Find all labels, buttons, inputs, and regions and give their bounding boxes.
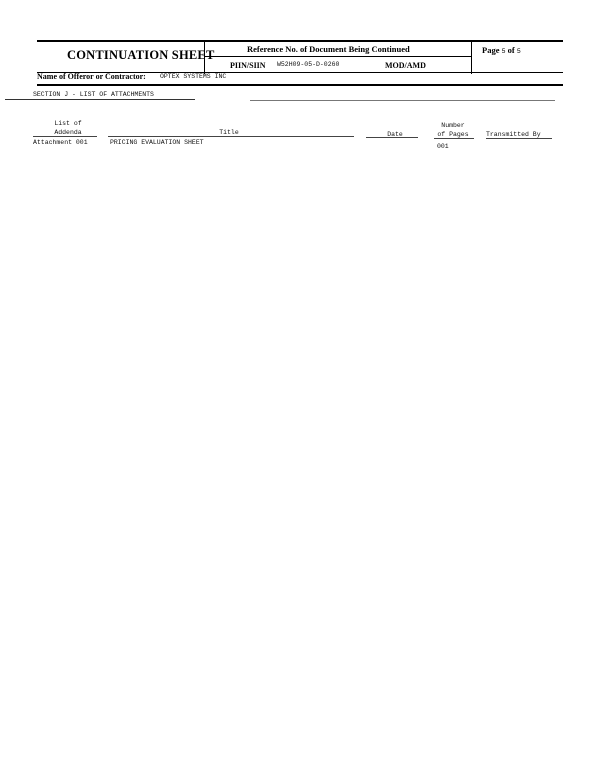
page-indicator <box>482 45 521 55</box>
header-addenda: Addenda <box>54 129 82 136</box>
row-addenda: Attachment 001 <box>33 139 88 146</box>
column-header-transmitted: Transmitted By <box>486 131 541 138</box>
page-label: Page <box>482 45 500 55</box>
offeror-label: Name of Offeror or Contractor: <box>37 72 146 81</box>
column-header-date: Date <box>387 131 403 138</box>
column-header-title: Title <box>219 129 239 136</box>
offeror-name: OPTEX SYSTEMS INC <box>160 73 227 80</box>
header-divider <box>471 42 472 74</box>
of-label: of <box>507 45 515 55</box>
modamd-label: MOD/AMD <box>385 61 426 70</box>
addenda-underline <box>33 136 97 137</box>
header-list-of: List of <box>54 120 82 127</box>
sheet-title: CONTINUATION SHEET <box>67 48 215 62</box>
section-title: SECTION J - LIST OF ATTACHMENTS <box>33 91 154 98</box>
piin-label: PIIN/SIIN <box>230 61 266 70</box>
section-rule-left <box>5 99 195 100</box>
pages-underline <box>434 138 474 139</box>
row-pages: 001 <box>437 143 449 150</box>
offeror-bottom-rule <box>37 84 563 86</box>
document-header <box>37 40 563 74</box>
reference-title: Reference No. of Document Being Continued <box>247 44 410 54</box>
piin-value: W52H09-05-D-0260 <box>277 61 340 68</box>
header-of-pages: of Pages <box>437 131 469 138</box>
header-number: Number <box>441 122 465 129</box>
title-underline <box>108 136 354 137</box>
column-header-pages <box>430 121 476 139</box>
column-header-addenda <box>40 119 96 137</box>
page-total: 5 <box>516 48 521 55</box>
header-rule <box>204 56 471 57</box>
transmitted-underline <box>486 138 552 139</box>
section-rule-right <box>250 100 555 101</box>
date-underline <box>366 137 418 138</box>
row-title: PRICING EVALUATION SHEET <box>110 139 204 146</box>
page-number: 5 <box>501 48 506 55</box>
